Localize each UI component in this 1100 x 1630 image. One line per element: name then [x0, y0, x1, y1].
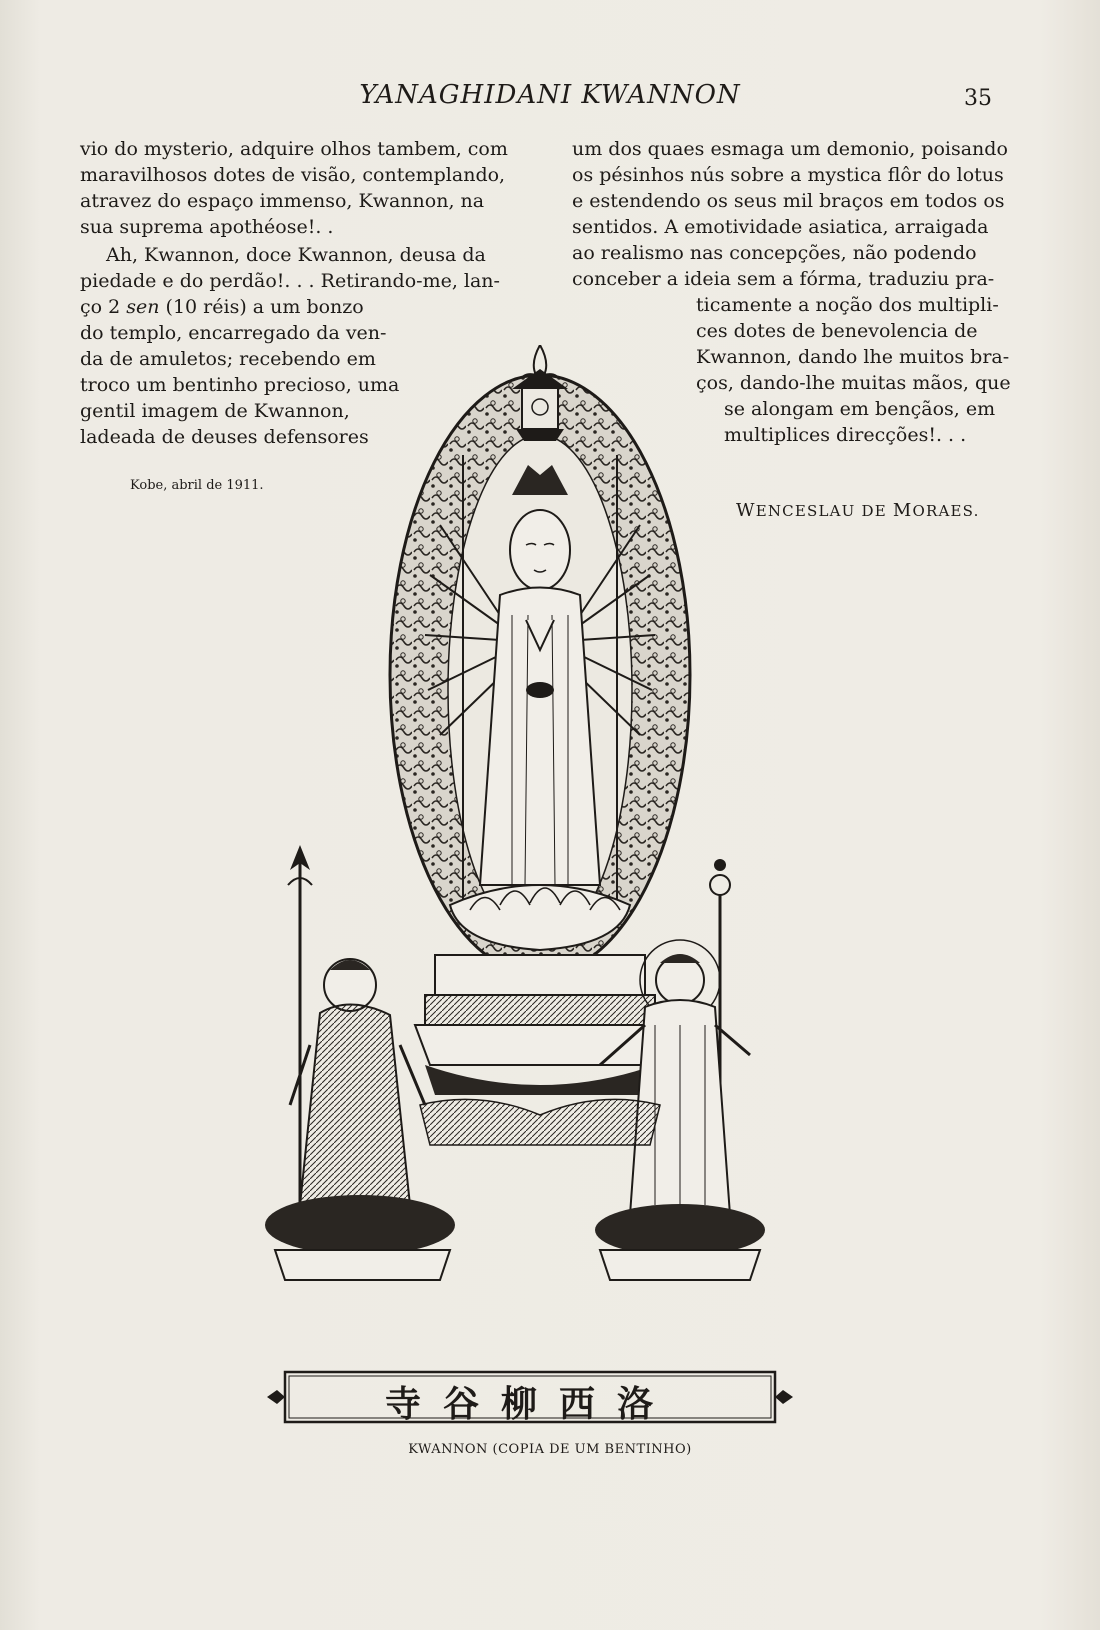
text-line: um dos quaes esmaga um demonio, poisando	[572, 138, 1008, 160]
running-title: YANAGHIDANI KWANNON	[359, 80, 741, 110]
text-line: conceber a ideia sem a fórma, traduziu pra-	[572, 268, 995, 290]
text-line: piedade e do perdão!. . . Retirando-me, lan-	[80, 270, 500, 292]
signature-part: ORAES.	[912, 502, 980, 520]
text-fragment: (10 réis) a um bonzo	[165, 296, 364, 318]
left-guardian-figure	[265, 845, 455, 1280]
text-line: maravilhosos dotes de visão, contemplando,	[80, 164, 506, 186]
signature-initial: W	[736, 500, 756, 521]
kwannon-illustration	[250, 345, 830, 1350]
text-line: vio do mysterio, adquire olhos tambem, com	[80, 138, 508, 160]
dateline: Kobe, abril de 1911.	[130, 478, 264, 493]
text-line: se alongam em bençãos, em	[724, 398, 996, 420]
page-number: 35	[964, 86, 992, 111]
text-line: ces dotes de benevolencia de	[696, 320, 978, 342]
text-line: Kwannon, dando lhe muitos bra-	[696, 346, 1010, 368]
text-line: sentidos. A emotividade asiatica, arraigada	[572, 216, 989, 238]
signature-initial: M	[892, 500, 913, 521]
figure-caption: KWANNON (COPIA DE UM BENTINHO)	[408, 1442, 692, 1457]
plaque-inscription: 寺谷柳西洛	[384, 1383, 675, 1425]
text-line: ao realismo nas concepções, não podendo	[572, 242, 977, 264]
text-fragment: ço 2	[80, 296, 121, 318]
text-line: os pésinhos nús sobre a mystica flôr do lotus	[572, 164, 1004, 186]
rock-base	[420, 1099, 660, 1145]
text-line: e estendendo os seus mil braços em todos os	[572, 190, 1005, 212]
text-line: do templo, encarregado da ven-	[80, 322, 387, 344]
signature-part: ENCESLAU DE	[755, 502, 893, 520]
text-line: gentil imagem de Kwannon,	[80, 400, 350, 422]
text-line: da de amuletos; recebendo em	[80, 348, 376, 370]
italic-word: sen	[126, 296, 160, 318]
text-line: Ah, Kwannon, doce Kwannon, deusa da	[106, 244, 486, 266]
text-line: multiplices direcções!. . .	[724, 424, 967, 446]
text-line: sua suprema apothéose!. .	[80, 216, 334, 238]
text-line: troco um bentinho precioso, uma	[80, 374, 400, 396]
text-line: ços, dando-lhe muitas mãos, que	[696, 372, 1011, 394]
text-line: atravez do espaço immenso, Kwannon, na	[80, 190, 485, 212]
text-line: ticamente a noção dos multipli-	[696, 294, 999, 316]
text-line: ladeada de deuses defensores	[80, 426, 369, 448]
text-line	[80, 294, 364, 320]
